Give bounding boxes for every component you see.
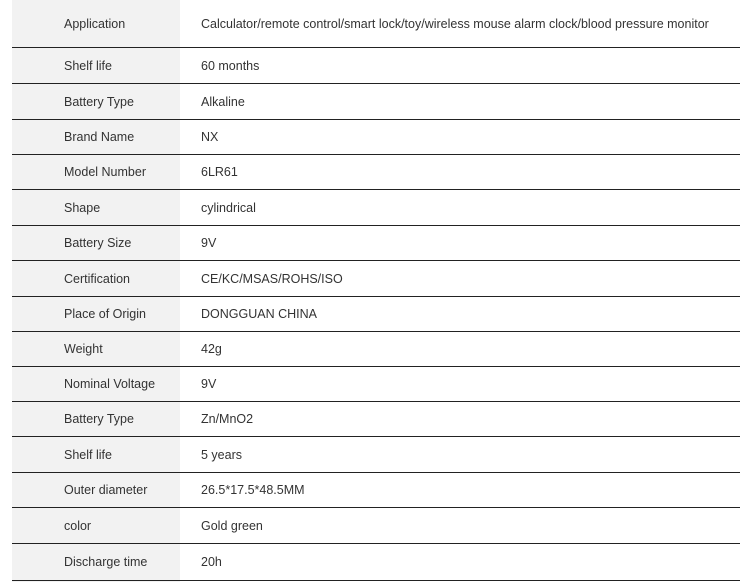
spec-label: Certification — [64, 271, 130, 286]
spec-label: Application — [64, 16, 126, 31]
table-row — [12, 367, 740, 402]
table-row — [12, 297, 740, 332]
spec-value: Alkaline — [201, 94, 245, 109]
table-row — [12, 508, 740, 544]
spec-label: Shelf life — [64, 447, 112, 462]
spec-value: Calculator/remote control/smart lock/toy/wireless mouse alarm clock/blood pressure monitor — [201, 16, 709, 31]
spec-value: NX — [201, 130, 219, 144]
spec-label: Battery Type — [64, 94, 134, 109]
spec-value: cylindrical — [201, 200, 256, 215]
table-row — [12, 473, 740, 508]
table-row — [12, 190, 740, 226]
spec-value: 20h — [201, 555, 222, 569]
table-row — [12, 48, 740, 84]
spec-value: CE/KC/MSAS/ROHS/ISO — [201, 271, 343, 286]
spec-value: Gold green — [201, 518, 263, 533]
table-row — [12, 226, 740, 261]
spec-label: Model Number — [64, 165, 146, 179]
spec-value: 6LR61 — [201, 165, 238, 179]
spec-label: Shape — [64, 200, 101, 215]
spec-value: Zn/MnO2 — [201, 412, 254, 426]
table-row — [12, 544, 740, 581]
spec-label: Battery Type — [64, 412, 134, 426]
spec-value: 5 years — [201, 447, 242, 462]
table-row — [12, 120, 740, 155]
spec-label: Brand Name — [64, 130, 135, 144]
spec-label: Place of Origin — [64, 307, 146, 321]
spec-value: 60 months — [201, 58, 260, 73]
spec-value: 9V — [201, 236, 217, 250]
spec-value: DONGGUAN CHINA — [201, 307, 317, 321]
table-row — [12, 155, 740, 190]
table-row — [12, 437, 740, 473]
table-row — [12, 332, 740, 367]
table-row — [12, 0, 740, 48]
spec-value: 26.5*17.5*48.5MM — [201, 483, 305, 497]
table-row — [12, 84, 740, 120]
spec-value: 42g — [201, 342, 222, 356]
spec-label: Shelf life — [64, 58, 112, 73]
spec-value: 9V — [201, 377, 217, 391]
spec-label: Battery Size — [64, 236, 132, 250]
spec-label: Weight — [64, 342, 103, 356]
table-row — [12, 402, 740, 437]
spec-label: Discharge time — [64, 555, 148, 569]
table-row — [12, 261, 740, 297]
spec-label: Nominal Voltage — [64, 377, 156, 391]
spec-label: color — [64, 518, 92, 533]
spec-label: Outer diameter — [64, 483, 148, 497]
